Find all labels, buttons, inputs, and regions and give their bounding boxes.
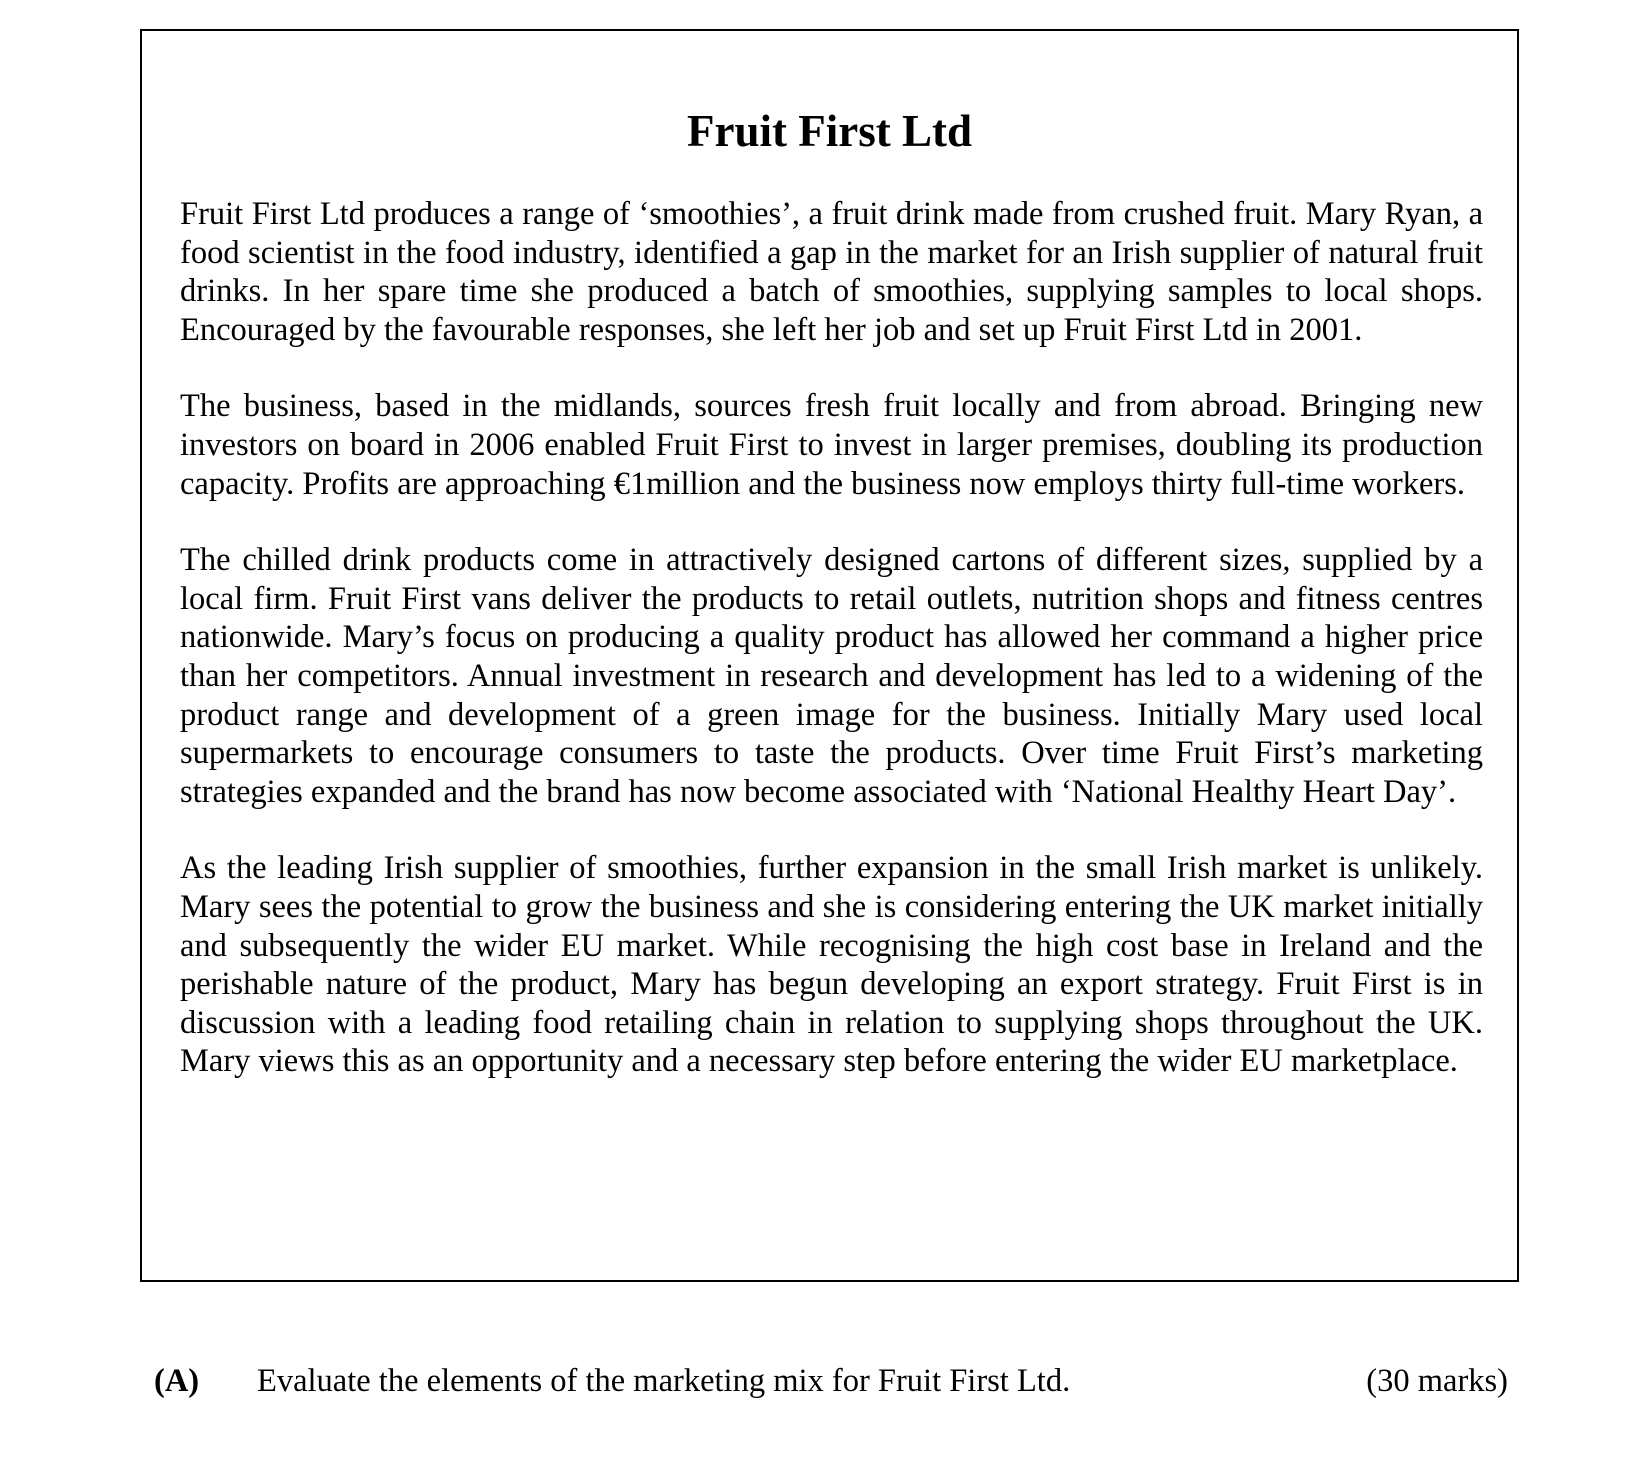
case-study-body [180,195,1483,1119]
case-study-box [140,29,1519,1282]
question-label: (A) [154,1363,200,1399]
case-paragraph-3: The chilled drink products come in attractively designed cartons of different sizes, supplied by a local firm. Fruit First vans deliver the products to retail outlets, nutrition shops and fitness centres nationwide. Mary’s focus on producing a quality product has allowed her command a higher price than her competitors. Annual investment in research and development has led to a widening of the product range and development of a green image for the business. Initially Mary used local supermarkets to encourage consumers to taste the products. Over time Fruit First’s marketing strategies expanded and the brand has now become associated with ‘National Healthy Heart Day’. [180,542,1483,810]
case-paragraph-4: As the leading Irish supplier of smoothies, further expansion in the small Irish market is unlikely. Mary sees the potential to grow the business and she is considering entering the UK market initially and subsequently the wider EU market. While recognising the high cost base in Ireland and the perishable nature of the product, Mary has begun developing an export strategy. Fruit First is in discussion with a leading food retailing chain in relation to supplying shops throughout the UK. Mary views this as an opportunity and a necessary step before entering the wider EU marketplace. [180,850,1483,1080]
case-study-title: Fruit First Ltd [687,106,972,156]
case-paragraph-2: The business, based in the midlands, sources fresh fruit locally and from abroad. Bringing new investors on board in 2006 enabled Fruit First to invest in larger premises, doubling its production capacity. Profits are approaching €1million and the business now employs thirty full-time workers. [180,388,1483,502]
question-a [0,1358,1648,1404]
question-marks: (30 marks) [1366,1363,1508,1399]
case-paragraph-1: Fruit First Ltd produces a range of ‘smoothies’, a fruit drink made from crushed fruit. Mary Ryan, a food scientist in the food industry, identified a gap in the market for an Irish supplier of natural fruit drinks. In her spare time she produced a batch of smoothies, supplying samples to local shops. Encouraged by the favourable responses, she left her job and set up Fruit First Ltd in 2001. [180,196,1483,348]
question-text: Evaluate the elements of the marketing mix for Fruit First Ltd. [257,1363,1071,1399]
